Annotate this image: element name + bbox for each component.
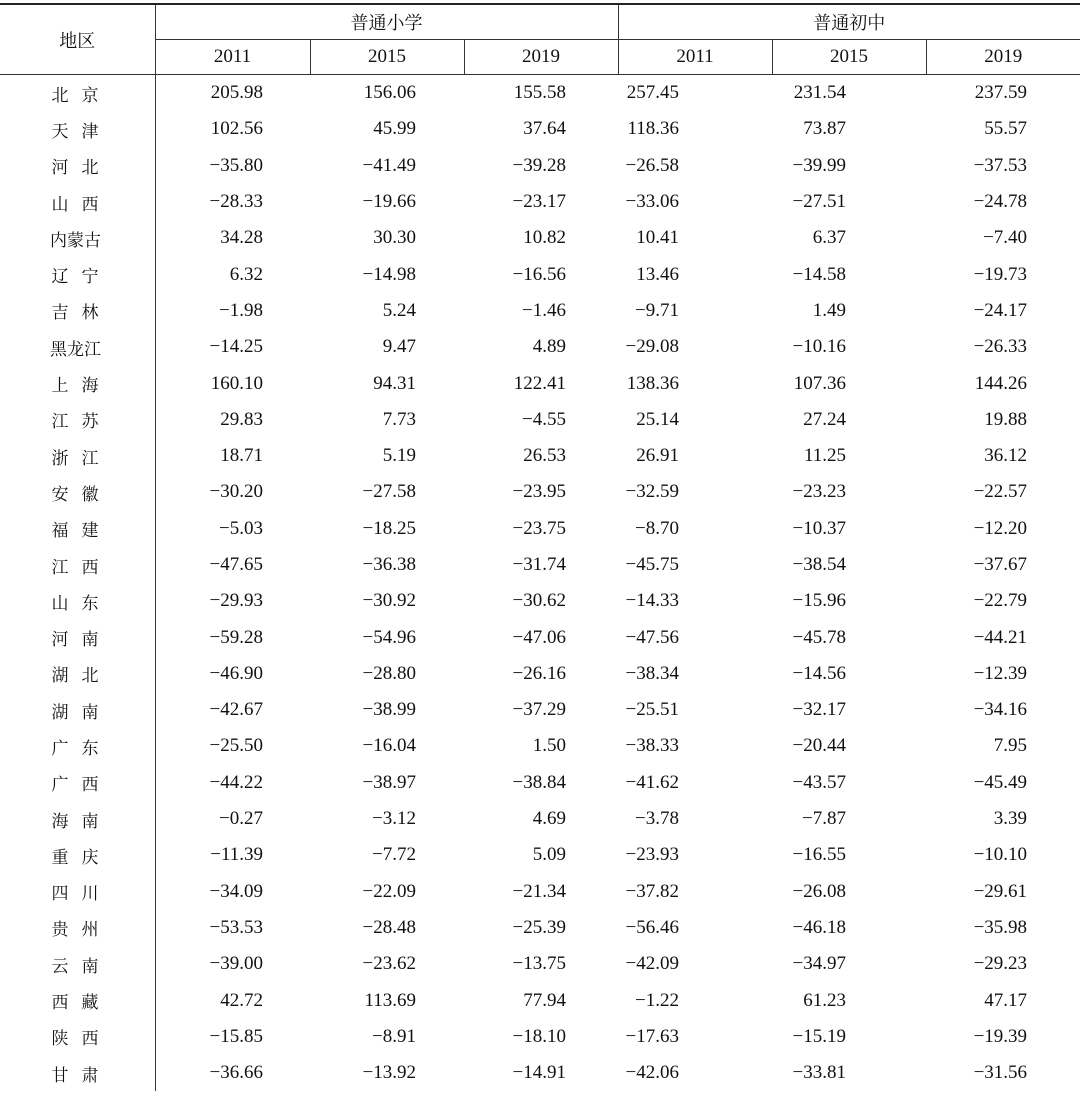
value-cell: 36.12 (984, 445, 1028, 467)
value-cell: −28.80 (362, 662, 416, 684)
value-cell: −1.98 (219, 299, 263, 321)
region-char: 东 (81, 593, 99, 614)
value-cell: −53.53 (209, 916, 263, 938)
region-char: 湖 (51, 702, 69, 723)
region-char: 福 (51, 521, 69, 542)
value-cell: −28.33 (209, 191, 263, 213)
value-cell: 27.24 (803, 408, 847, 430)
value-cell: −31.56 (973, 1062, 1028, 1084)
region-cell (0, 474, 155, 510)
region-cell (0, 656, 155, 692)
table-row (0, 511, 1080, 547)
value-cell: 61.23 (803, 989, 847, 1011)
region-char: 陕 (51, 1029, 69, 1050)
table-row (0, 293, 1080, 329)
value-cell: −39.99 (792, 154, 847, 176)
value-cell: −30.92 (362, 590, 416, 612)
value-cell: −16.04 (362, 735, 416, 757)
table-row (0, 728, 1080, 764)
value-cell: −19.39 (973, 1025, 1028, 1047)
value-cell: −47.56 (625, 626, 680, 648)
value-cell: 18.71 (220, 445, 263, 467)
table-row (0, 438, 1080, 474)
region-char: 藏 (81, 993, 99, 1014)
value-cell: −16.56 (512, 263, 567, 285)
table-row (0, 474, 1080, 510)
value-cell: 77.94 (523, 989, 567, 1011)
value-cell: 3.39 (993, 808, 1028, 830)
region-cell (0, 837, 155, 873)
region-char: 天 (51, 121, 69, 142)
value-cell: −18.10 (512, 1025, 567, 1047)
table-body (0, 75, 1080, 1092)
table-row (0, 801, 1080, 837)
value-cell: 13.46 (636, 263, 680, 285)
value-cell: −3.12 (372, 808, 416, 830)
value-cell: −37.29 (512, 699, 567, 721)
value-cell: 231.54 (793, 82, 847, 104)
value-cell: 30.30 (373, 227, 416, 249)
region-char: 川 (81, 884, 99, 905)
value-cell: −14.98 (362, 263, 416, 285)
region-cell (0, 111, 155, 147)
region-cell (0, 75, 155, 112)
value-cell: −14.91 (512, 1062, 567, 1084)
table-row (0, 1055, 1080, 1091)
region-char: 南 (81, 956, 99, 977)
value-cell: 205.98 (210, 82, 263, 104)
value-cell: 4.69 (532, 808, 567, 830)
value-cell: −29.93 (209, 590, 263, 612)
region-char: 广 (51, 738, 69, 759)
region-char: 辽 (51, 267, 69, 288)
region-char: 西 (81, 194, 99, 215)
value-cell: 237.59 (974, 82, 1028, 104)
table-row (0, 402, 1080, 438)
region-cell (0, 619, 155, 655)
value-cell: 155.58 (513, 82, 567, 104)
value-cell: 7.73 (382, 408, 416, 430)
region-cell (0, 910, 155, 946)
value-cell: −22.79 (973, 590, 1028, 612)
region-char: 林 (81, 303, 99, 324)
value-cell: −45.49 (973, 771, 1028, 793)
value-cell: −13.92 (362, 1062, 416, 1084)
region-char: 甘 (51, 1065, 69, 1086)
value-cell: −28.48 (362, 916, 416, 938)
table-row (0, 220, 1080, 256)
value-cell: −41.62 (625, 771, 680, 793)
region-cell (0, 402, 155, 438)
value-cell: −14.33 (625, 590, 680, 612)
value-cell: 45.99 (373, 118, 416, 140)
value-cell: −7.72 (372, 844, 416, 866)
region-char: 庆 (81, 847, 99, 868)
region-char: 南 (81, 702, 99, 723)
value-cell: −42.67 (209, 699, 263, 721)
value-cell: −26.33 (973, 336, 1028, 358)
value-cell: −33.06 (625, 191, 680, 213)
region-char: 建 (81, 521, 99, 542)
value-cell: 107.36 (793, 372, 847, 394)
value-cell: 102.56 (210, 118, 263, 140)
value-cell: 11.25 (803, 445, 847, 467)
value-cell: −47.06 (512, 626, 567, 648)
value-cell: −15.96 (792, 590, 847, 612)
value-cell: 10.82 (523, 227, 567, 249)
table-row (0, 910, 1080, 946)
region-cell (0, 293, 155, 329)
value-cell: −31.74 (512, 554, 567, 575)
value-cell: 25.14 (636, 408, 680, 430)
value-cell: −8.70 (635, 517, 680, 539)
value-cell: 29.83 (220, 408, 263, 430)
value-cell: −22.09 (362, 880, 416, 902)
year-header: 2019 (464, 40, 618, 75)
value-cell: 37.64 (523, 118, 567, 140)
value-cell: −45.78 (792, 626, 847, 648)
value-cell: −10.37 (792, 517, 847, 539)
region-char: 西 (51, 993, 69, 1014)
value-cell: −5.03 (219, 517, 263, 539)
value-cell: −38.33 (625, 735, 680, 757)
table-row (0, 148, 1080, 184)
region-char: 江 (51, 557, 69, 578)
region-cell (0, 220, 155, 256)
table-row (0, 874, 1080, 910)
region-char: 安 (51, 484, 69, 505)
region-char: 北 (51, 85, 69, 106)
value-cell: −24.78 (973, 191, 1028, 213)
region-char: 海 (81, 376, 99, 397)
value-cell: −8.91 (372, 1025, 416, 1047)
region-char: 山 (51, 593, 69, 614)
value-cell: 5.24 (382, 299, 416, 321)
value-cell: −4.55 (522, 408, 567, 430)
region-char: 江 (81, 448, 99, 469)
region-char: 四 (51, 884, 69, 905)
value-cell: −32.59 (625, 481, 680, 503)
value-cell: −46.18 (792, 916, 847, 938)
value-cell: 144.26 (974, 372, 1028, 394)
value-cell: 5.09 (532, 844, 567, 866)
value-cell: −54.96 (362, 626, 416, 648)
region-cell (0, 946, 155, 982)
value-cell: −10.16 (792, 336, 847, 358)
value-cell: 19.88 (984, 408, 1028, 430)
value-cell: −36.38 (362, 554, 416, 575)
table-row (0, 365, 1080, 401)
value-cell: 55.57 (984, 118, 1028, 140)
value-cell: −35.80 (209, 154, 263, 176)
table-row (0, 692, 1080, 728)
table-row (0, 583, 1080, 619)
region-cell (0, 184, 155, 220)
value-cell: −30.62 (512, 590, 567, 612)
value-cell: −37.67 (973, 554, 1028, 575)
value-cell: −12.39 (973, 662, 1028, 684)
region-char: 吉 (51, 303, 69, 324)
value-cell: −14.58 (792, 263, 847, 285)
region-cell (0, 982, 155, 1018)
region-char: 江 (51, 412, 69, 433)
value-cell: −1.22 (635, 989, 680, 1011)
value-cell: −44.22 (209, 771, 263, 793)
region-cell (0, 765, 155, 801)
region-char: 海 (51, 811, 69, 832)
value-cell: −3.78 (635, 808, 680, 830)
year-header: 2011 (155, 40, 310, 75)
region-cell (0, 511, 155, 547)
value-cell: 7.95 (993, 735, 1028, 757)
value-cell: −23.62 (362, 953, 416, 975)
value-cell: −37.82 (625, 880, 680, 902)
region-char: 贵 (51, 920, 69, 941)
value-cell: −46.90 (209, 662, 263, 684)
value-cell: −23.93 (625, 844, 680, 866)
value-cell: −36.66 (209, 1062, 263, 1084)
value-cell: −38.54 (792, 554, 847, 575)
region-cell (0, 438, 155, 474)
value-cell: −16.55 (792, 844, 847, 866)
table-row (0, 329, 1080, 365)
value-cell: −34.09 (209, 880, 263, 902)
value-cell: −23.75 (512, 517, 567, 539)
value-cell: −15.19 (792, 1025, 847, 1047)
region-char: 北 (81, 158, 99, 179)
value-cell: −13.75 (512, 953, 567, 975)
value-cell: −29.08 (625, 336, 680, 358)
value-cell: 34.28 (220, 227, 263, 249)
value-cell: −39.28 (512, 154, 567, 176)
value-cell: −18.25 (362, 517, 416, 539)
region-cell (0, 148, 155, 184)
year-header: 2019 (926, 40, 1080, 75)
value-cell: 1.49 (812, 299, 847, 321)
value-cell: −26.58 (625, 154, 680, 176)
value-cell: −35.98 (973, 916, 1028, 938)
region-cell (0, 801, 155, 837)
value-cell: −25.39 (512, 916, 567, 938)
region-char: 南 (81, 630, 99, 651)
value-cell: −34.97 (792, 953, 847, 975)
value-cell: 42.72 (220, 989, 263, 1011)
table-row (0, 656, 1080, 692)
table-row (0, 184, 1080, 220)
value-cell: −23.23 (792, 481, 847, 503)
value-cell: −26.16 (512, 662, 567, 684)
year-header: 2015 (310, 40, 464, 75)
value-cell: −33.81 (792, 1062, 847, 1084)
value-cell: −47.65 (209, 554, 263, 575)
region-cell (0, 365, 155, 401)
data-table (0, 5, 1080, 1091)
year-header: 2015 (772, 40, 926, 75)
value-cell: −37.53 (973, 154, 1028, 176)
value-cell: −19.66 (362, 191, 416, 213)
region-char: 州 (81, 920, 99, 941)
region-cell (0, 692, 155, 728)
value-cell: 6.32 (229, 263, 263, 285)
region-char: 河 (51, 158, 69, 179)
region-char: 山 (51, 194, 69, 215)
region-name: 内蒙古 (50, 230, 101, 251)
value-cell: −42.06 (625, 1062, 680, 1084)
value-cell: −27.58 (362, 481, 416, 503)
value-cell: −12.20 (973, 517, 1028, 539)
region-char: 西 (81, 557, 99, 578)
region-cell (0, 329, 155, 365)
table-row (0, 619, 1080, 655)
region-name: 黑龙江 (50, 339, 101, 360)
value-cell: −24.17 (973, 299, 1028, 321)
value-cell: 160.10 (210, 372, 263, 394)
region-cell (0, 547, 155, 583)
value-cell: 26.53 (523, 445, 567, 467)
value-cell: −14.56 (792, 662, 847, 684)
value-cell: −29.23 (973, 953, 1028, 975)
value-cell: −7.40 (983, 227, 1028, 249)
region-char: 湖 (51, 666, 69, 687)
value-cell: −29.61 (973, 880, 1028, 902)
value-cell: −21.34 (512, 880, 567, 902)
value-cell: −1.46 (522, 299, 567, 321)
value-cell: −41.49 (362, 154, 416, 176)
table-row (0, 111, 1080, 147)
region-cell (0, 1055, 155, 1091)
value-cell: −22.57 (973, 481, 1028, 503)
value-cell: 1.50 (532, 735, 567, 757)
value-cell: −38.99 (362, 699, 416, 721)
value-cell: −23.95 (512, 481, 567, 503)
region-char: 广 (51, 775, 69, 796)
value-cell: −59.28 (209, 626, 263, 648)
value-cell: −34.16 (973, 699, 1028, 721)
value-cell: −38.97 (362, 771, 416, 793)
value-cell: −25.51 (625, 699, 680, 721)
region-char: 宁 (81, 267, 99, 288)
value-cell: −19.73 (973, 263, 1028, 285)
value-cell: −56.46 (625, 916, 680, 938)
table-row (0, 946, 1080, 982)
value-cell: −10.10 (973, 844, 1028, 866)
value-cell: −42.09 (625, 953, 680, 975)
value-cell: 94.31 (373, 372, 416, 394)
value-cell: 156.06 (363, 82, 416, 104)
region-char: 上 (51, 376, 69, 397)
value-cell: 26.91 (636, 445, 680, 467)
value-cell: −45.75 (625, 554, 680, 575)
value-cell: −30.20 (209, 481, 263, 503)
table-row (0, 256, 1080, 292)
value-cell: 47.17 (984, 989, 1028, 1011)
region-char: 肃 (81, 1065, 99, 1086)
value-cell: −26.08 (792, 880, 847, 902)
region-cell (0, 256, 155, 292)
table-header (0, 5, 1080, 75)
value-cell: 4.89 (532, 336, 567, 358)
value-cell: −25.50 (209, 735, 263, 757)
value-cell: −11.39 (210, 844, 263, 866)
value-cell: 122.41 (513, 372, 567, 394)
value-cell: 73.87 (803, 118, 847, 140)
table-row (0, 765, 1080, 801)
region-char: 徽 (81, 484, 99, 505)
table-row (0, 75, 1080, 112)
value-cell: −43.57 (792, 771, 847, 793)
region-char: 河 (51, 630, 69, 651)
value-cell: −7.87 (802, 808, 847, 830)
value-cell: 138.36 (626, 372, 680, 394)
value-cell: −38.84 (512, 771, 567, 793)
value-cell: −20.44 (792, 735, 847, 757)
table-row (0, 982, 1080, 1018)
value-cell: −39.00 (209, 953, 263, 975)
region-char: 津 (81, 121, 99, 142)
group-header-primary-school: 普通小学 (155, 5, 618, 40)
value-cell: −17.63 (625, 1025, 680, 1047)
value-cell: 6.37 (812, 227, 847, 249)
region-cell (0, 1019, 155, 1055)
region-char: 西 (81, 775, 99, 796)
value-cell: 5.19 (382, 445, 416, 467)
region-char: 东 (81, 738, 99, 759)
table-row (0, 837, 1080, 873)
value-cell: −44.21 (973, 626, 1028, 648)
table-row (0, 1019, 1080, 1055)
value-cell: −23.17 (512, 191, 567, 213)
table-row (0, 547, 1080, 583)
value-cell: 118.36 (627, 118, 680, 140)
region-char: 京 (81, 85, 99, 106)
region-char: 南 (81, 811, 99, 832)
region-cell (0, 728, 155, 764)
region-header: 地区 (0, 5, 155, 75)
value-cell: −0.27 (219, 808, 263, 830)
value-cell: −14.25 (209, 336, 263, 358)
region-char: 重 (51, 847, 69, 868)
value-cell: −15.85 (209, 1025, 263, 1047)
value-cell: −32.17 (792, 699, 847, 721)
value-cell: −27.51 (792, 191, 847, 213)
region-char: 苏 (81, 412, 99, 433)
region-cell (0, 583, 155, 619)
region-char: 北 (81, 666, 99, 687)
value-cell: −38.34 (625, 662, 680, 684)
region-char: 西 (81, 1029, 99, 1050)
year-header: 2011 (618, 40, 772, 75)
region-char: 云 (51, 956, 69, 977)
region-cell (0, 874, 155, 910)
group-header-junior-high: 普通初中 (618, 5, 1080, 40)
region-char: 浙 (51, 448, 69, 469)
value-cell: 257.45 (626, 82, 680, 104)
value-cell: 113.69 (364, 989, 416, 1011)
value-cell: 9.47 (382, 336, 416, 358)
value-cell: −9.71 (635, 299, 680, 321)
value-cell: 10.41 (636, 227, 680, 249)
